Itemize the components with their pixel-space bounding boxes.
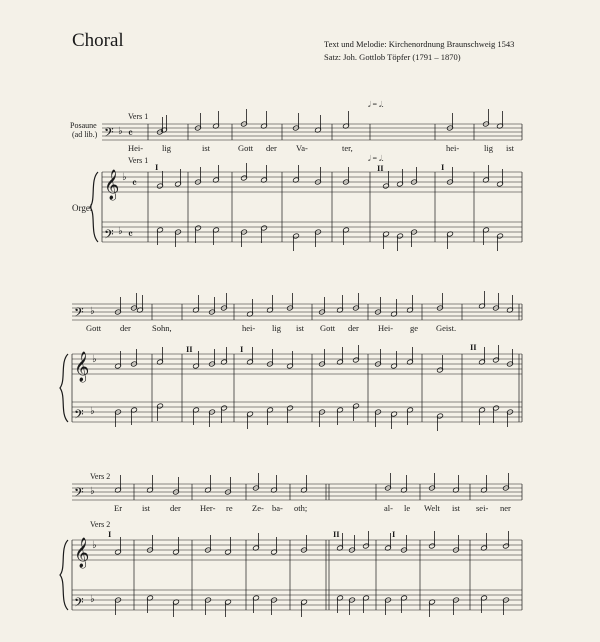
- lyric: ter,: [342, 143, 353, 153]
- lyrics-system-2: [86, 323, 456, 333]
- svg-text:♭: ♭: [90, 306, 95, 317]
- svg-text:𝄢: 𝄢: [104, 227, 114, 245]
- lyric: der: [170, 503, 181, 513]
- staff-organ-treble-3: [72, 540, 522, 560]
- staff-organ-bass-3: [72, 590, 522, 610]
- label-posaune: Posaune: [70, 121, 97, 130]
- lyric: der: [266, 143, 277, 153]
- svg-text:𝄴: 𝄴: [128, 228, 133, 241]
- note-heads: [115, 109, 514, 617]
- lyric: sei-: [476, 503, 489, 513]
- mark-II: II: [186, 344, 193, 354]
- lyric: Hei-: [128, 143, 144, 153]
- staff-organ-treble-1: [102, 172, 522, 192]
- mark-I: I: [240, 344, 244, 354]
- svg-text:𝄴: 𝄴: [132, 177, 137, 190]
- lyric: ist: [202, 143, 211, 153]
- lyrics-system-1: [128, 143, 515, 153]
- svg-text:♭: ♭: [90, 594, 95, 605]
- svg-text:♭: ♭: [118, 126, 123, 137]
- credits-text-melody: Text und Melodie: Kirchenordnung Braunschweig 1543: [324, 39, 515, 49]
- lyric: Welt: [424, 503, 440, 513]
- mark-I: I: [392, 529, 396, 539]
- svg-text:♭: ♭: [92, 354, 97, 365]
- lyric: ist: [142, 503, 151, 513]
- svg-text:𝄞: 𝄞: [74, 352, 90, 382]
- verse-label-1a: Vers 1: [128, 112, 149, 121]
- lyric: hei-: [242, 323, 256, 333]
- lyric: lig: [272, 323, 281, 333]
- mark-I: I: [108, 529, 112, 539]
- tempo-equiv-1: 𝅗𝅥 = 𝅗𝅥.: [368, 100, 384, 109]
- svg-text:♭: ♭: [90, 486, 95, 497]
- lyric: Ze-: [252, 503, 264, 513]
- svg-text:𝄞: 𝄞: [104, 170, 120, 200]
- lyric: ist: [506, 143, 515, 153]
- mark-I: I: [441, 162, 445, 172]
- lyric: ge: [410, 323, 419, 333]
- lyric: Gott: [320, 323, 336, 333]
- svg-text:𝄢: 𝄢: [104, 125, 114, 143]
- staff-organ-bass-1: [102, 222, 522, 242]
- mark-II: II: [377, 163, 384, 173]
- lyric: Sohn,: [152, 323, 172, 333]
- lyrics-system-3: [114, 503, 511, 513]
- lyric: ner: [500, 503, 511, 513]
- lyric: Va-: [296, 143, 308, 153]
- mark-I: I: [155, 162, 159, 172]
- lyric: der: [120, 323, 131, 333]
- label-orgel: Orgel: [72, 203, 93, 213]
- svg-text:♭: ♭: [122, 172, 127, 183]
- svg-text:𝄢: 𝄢: [74, 305, 84, 323]
- lyric: Hei-: [378, 323, 394, 333]
- lyric: lig: [484, 143, 493, 153]
- svg-text:𝄢: 𝄢: [74, 595, 84, 613]
- svg-text:𝄢: 𝄢: [74, 407, 84, 425]
- staff-organ-treble-2: [72, 354, 522, 374]
- svg-text:𝄢: 𝄢: [74, 485, 84, 503]
- lyric: ba-: [272, 503, 283, 513]
- lyric: le: [404, 503, 411, 513]
- lyric: lig: [162, 143, 171, 153]
- lyric: ist: [452, 503, 461, 513]
- svg-text:♭: ♭: [92, 540, 97, 551]
- mark-II: II: [333, 529, 340, 539]
- verse-label-1b: Vers 1: [128, 156, 149, 165]
- lyric: re: [226, 503, 233, 513]
- svg-text:𝄞: 𝄞: [74, 538, 90, 568]
- lyric: Gott: [238, 143, 254, 153]
- credits-arrangement: Satz: Joh. Gottlob Töpfer (1791 – 1870): [324, 52, 461, 62]
- lyric: Gott: [86, 323, 102, 333]
- page-title: Choral: [72, 30, 124, 51]
- verse-label-2b: Vers 2: [90, 520, 111, 529]
- label-posaune-sub: (ad lib.): [72, 130, 98, 139]
- staff-organ-bass-2: [72, 402, 522, 422]
- lyric: oth;: [294, 503, 308, 513]
- tempo-equiv-2: 𝅗𝅥 = 𝅗𝅥.: [368, 154, 384, 163]
- svg-text:♭: ♭: [90, 406, 95, 417]
- svg-text:♭: ♭: [118, 226, 123, 237]
- svg-text:𝄴: 𝄴: [128, 127, 133, 140]
- lyric: der: [348, 323, 359, 333]
- verse-label-2a: Vers 2: [90, 472, 111, 481]
- mark-II: II: [470, 342, 477, 352]
- lyric: al-: [384, 503, 393, 513]
- lyric: Geist.: [436, 323, 457, 333]
- lyric: Er: [114, 503, 123, 513]
- lyric: Her-: [200, 503, 216, 513]
- lyric: hei-: [446, 143, 460, 153]
- lyric: ist: [296, 323, 305, 333]
